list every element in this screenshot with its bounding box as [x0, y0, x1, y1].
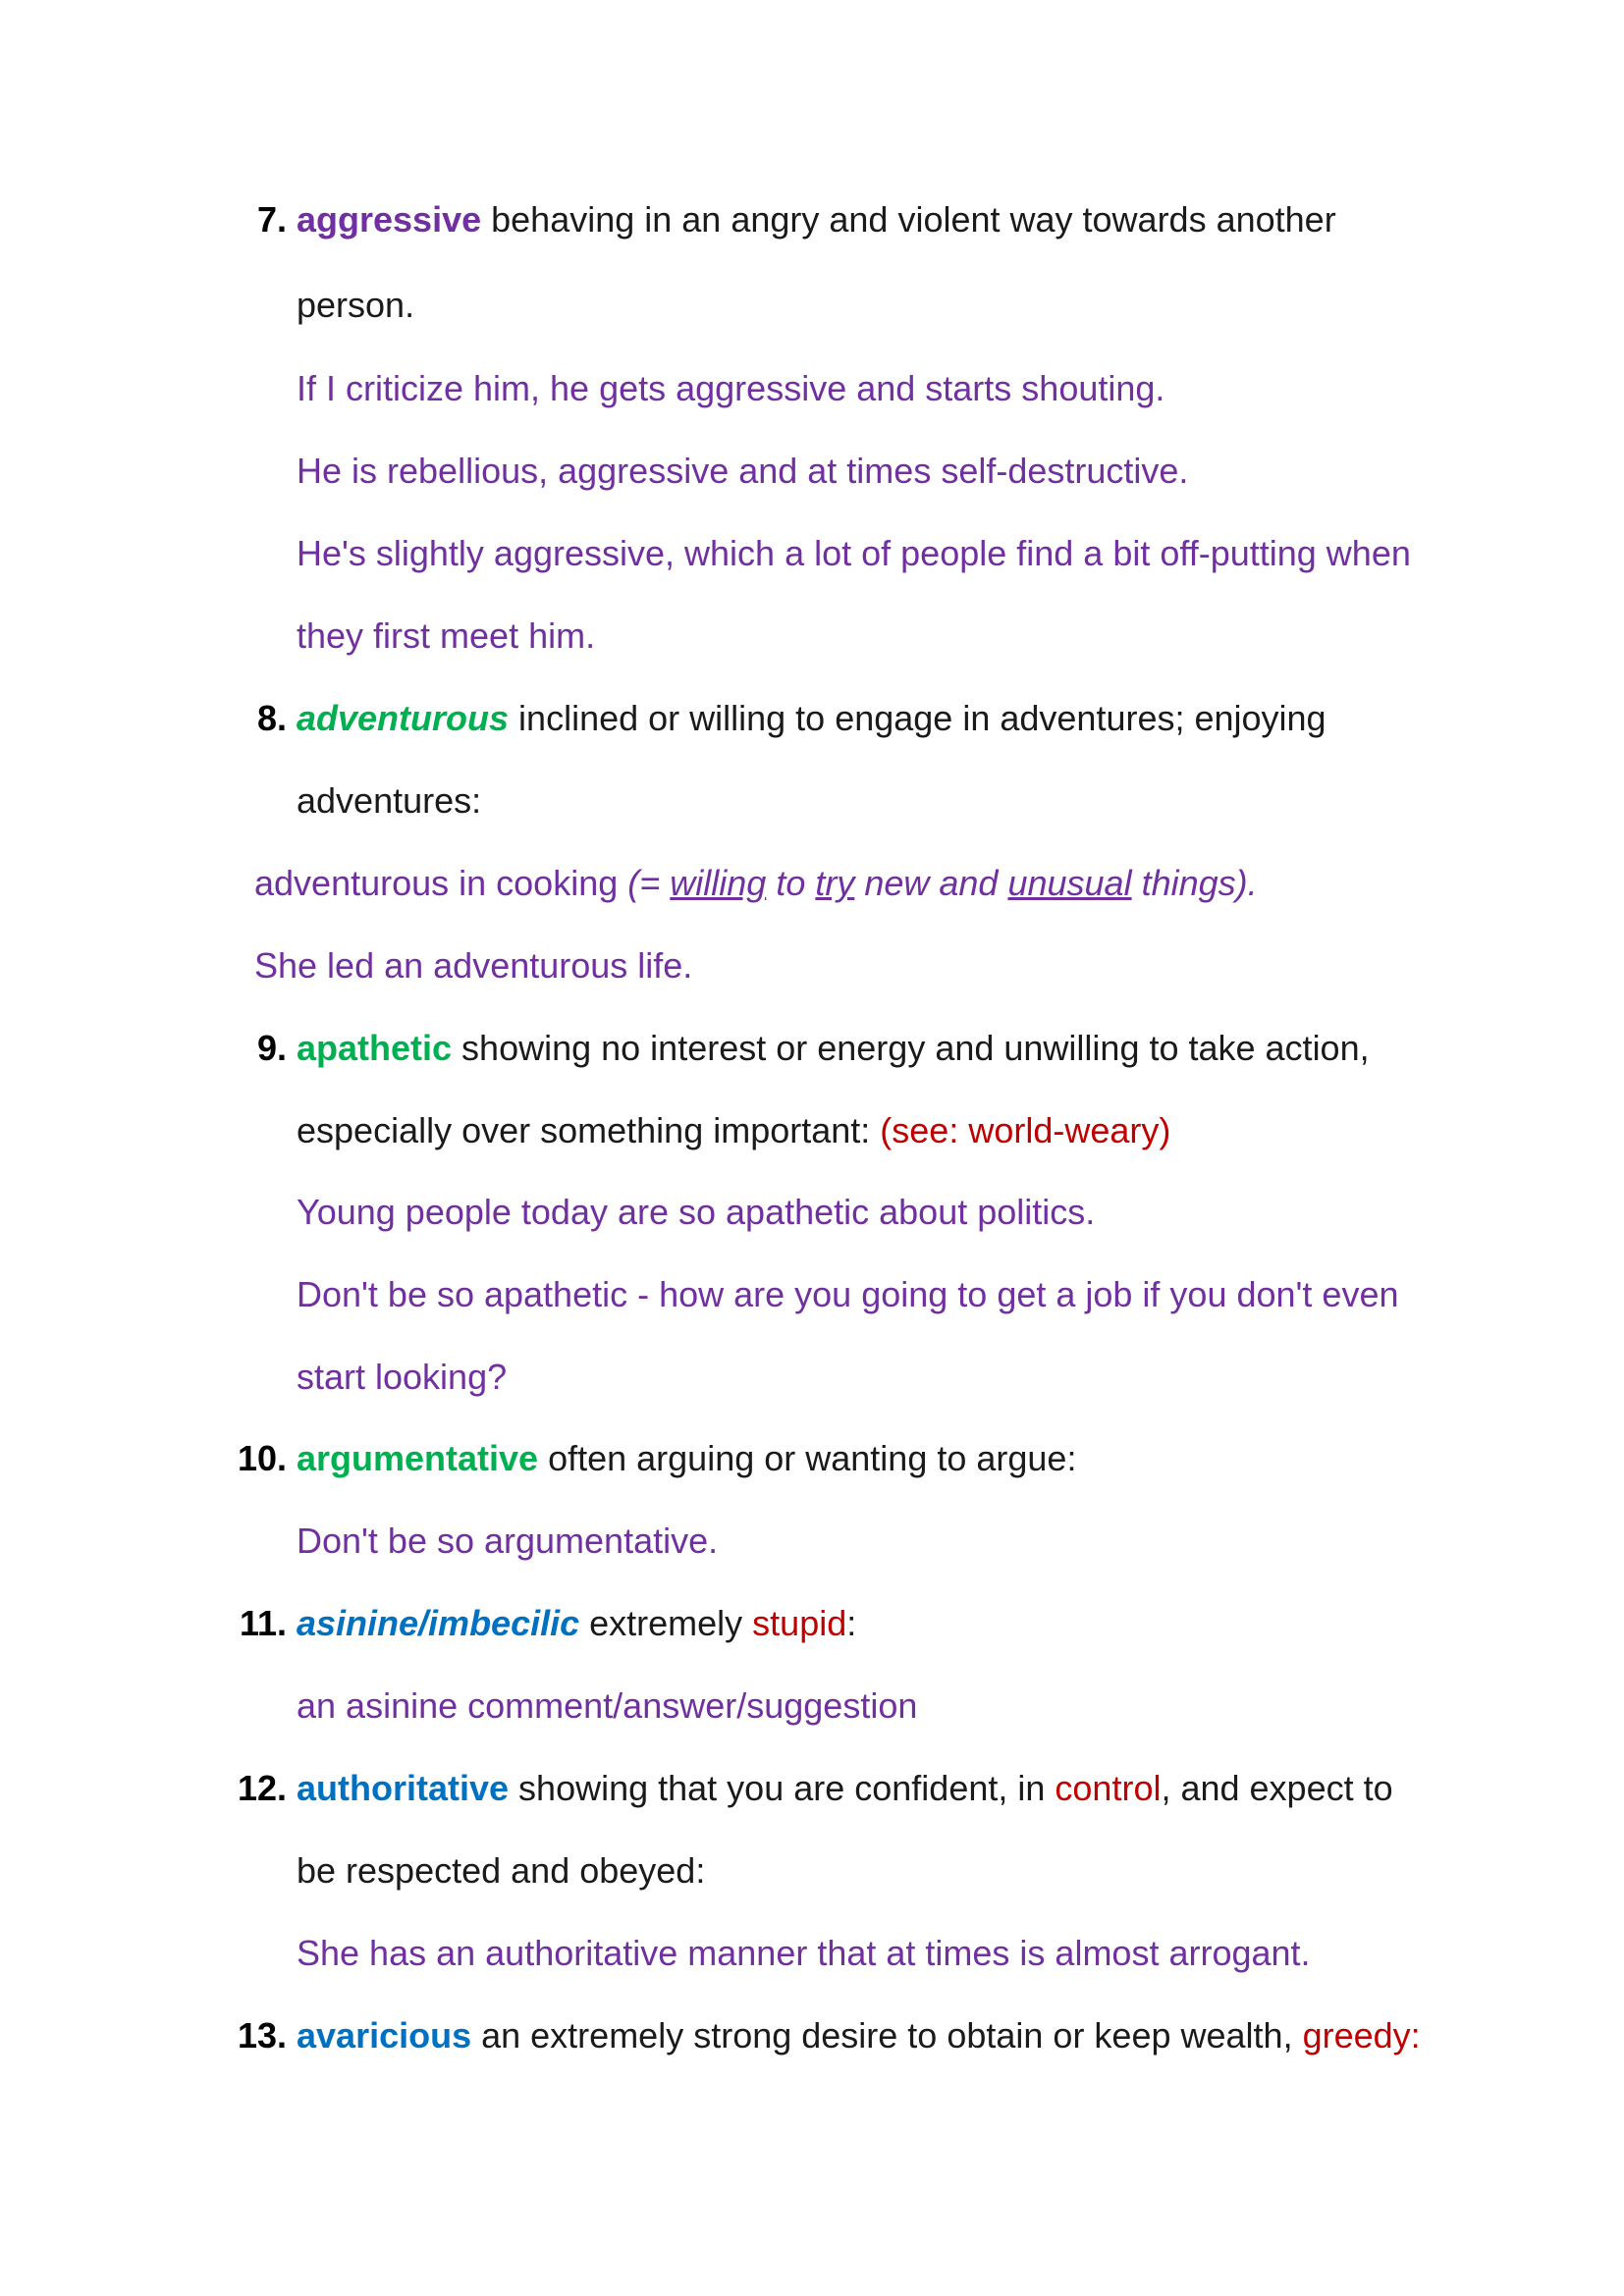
entry-term: adventurous: [297, 698, 510, 738]
entry-number: 10.: [237, 1438, 287, 1478]
entry-term: argumentative: [297, 1438, 539, 1478]
entry-definition-line: [297, 1604, 856, 1643]
entry-example: Don't be so argumentative.: [297, 1521, 719, 1561]
entry-definition-line: [297, 1439, 1076, 1478]
entry-term: authoritative: [297, 1768, 510, 1808]
entry-definition-line: [297, 1029, 1370, 1068]
example-text: adventurous in cooking: [254, 863, 628, 903]
entry-number: 8.: [256, 698, 287, 738]
entry-example: If I criticize him, he gets aggressive and starts shouting.: [297, 368, 1165, 408]
entry-definition: inclined or willing to engage in adventures; enjoying: [509, 698, 1326, 738]
entry-definition-line: [297, 699, 1326, 738]
example-note-underlined: try: [815, 863, 855, 903]
entry-number: 11.: [239, 1603, 287, 1643]
entry-definition-line: adventures:: [297, 780, 482, 821]
entry-term: asinine/imbecilic: [297, 1603, 580, 1643]
entry-term: apathetic: [297, 1028, 453, 1068]
entry-number: 12.: [237, 1768, 287, 1808]
example-note: (= willing to try new and unusual things).: [627, 863, 1258, 903]
entry-example: Don't be so apathetic - how are you going to get a job if you don't even: [297, 1274, 1399, 1314]
entry-example: He is rebellious, aggressive and at times self-destructive.: [297, 451, 1189, 491]
entry-definition-line: [297, 1111, 1170, 1150]
entry-example: start looking?: [297, 1357, 508, 1397]
entry-definition-line: person.: [297, 285, 415, 325]
entry-example: She led an adventurous life.: [254, 945, 693, 986]
entry-example: an asinine comment/answer/suggestion: [297, 1685, 918, 1726]
entry-definition: showing no interest or energy and unwilling to take action,: [452, 1028, 1370, 1068]
entry-definition-line: [297, 1769, 1393, 1808]
entry-example: [254, 864, 1258, 903]
entry-example: She has an authoritative manner that at times is almost arrogant.: [297, 1933, 1311, 1973]
entry-example: He's slightly aggressive, which a lot of people find a bit off-putting when: [297, 533, 1411, 573]
entry-definition-highlight: greedy:: [1302, 2015, 1421, 2056]
entry-example: Young people today are so apathetic about politics.: [297, 1192, 1096, 1232]
entry-definition-line: be respected and obeyed:: [297, 1850, 706, 1891]
entry-definition: :: [846, 1603, 857, 1643]
entry-definition: often arguing or wanting to argue:: [538, 1438, 1077, 1478]
entry-number: 9.: [256, 1028, 287, 1068]
entry-definition-highlight: stupid: [752, 1603, 847, 1643]
entry-definition-line: [297, 2016, 1421, 2056]
entry-definition-highlight: control: [1055, 1768, 1162, 1808]
entry-definition: extremely: [579, 1603, 753, 1643]
entry-definition: , and expect to: [1161, 1768, 1393, 1808]
example-note-underlined: unusual: [1007, 863, 1132, 903]
entry-definition: an extremely strong desire to obtain or keep wealth,: [471, 2015, 1303, 2056]
see-also-note: (see: world-weary): [880, 1110, 1171, 1150]
entry-example: they first meet him.: [297, 615, 596, 656]
entry-definition: especially over something important:: [297, 1110, 881, 1150]
entry-number: 7.: [256, 199, 287, 240]
entry-definition: showing that you are confident, in: [509, 1768, 1056, 1808]
entry-term: avaricious: [297, 2015, 472, 2056]
entry-term: aggressive: [297, 199, 482, 240]
entry-number: 13.: [237, 2015, 287, 2056]
example-note-underlined: willing: [670, 863, 767, 903]
entry-definition: behaving in an angry and violent way towards another: [481, 199, 1336, 240]
entry-definition-line: [297, 200, 1336, 240]
